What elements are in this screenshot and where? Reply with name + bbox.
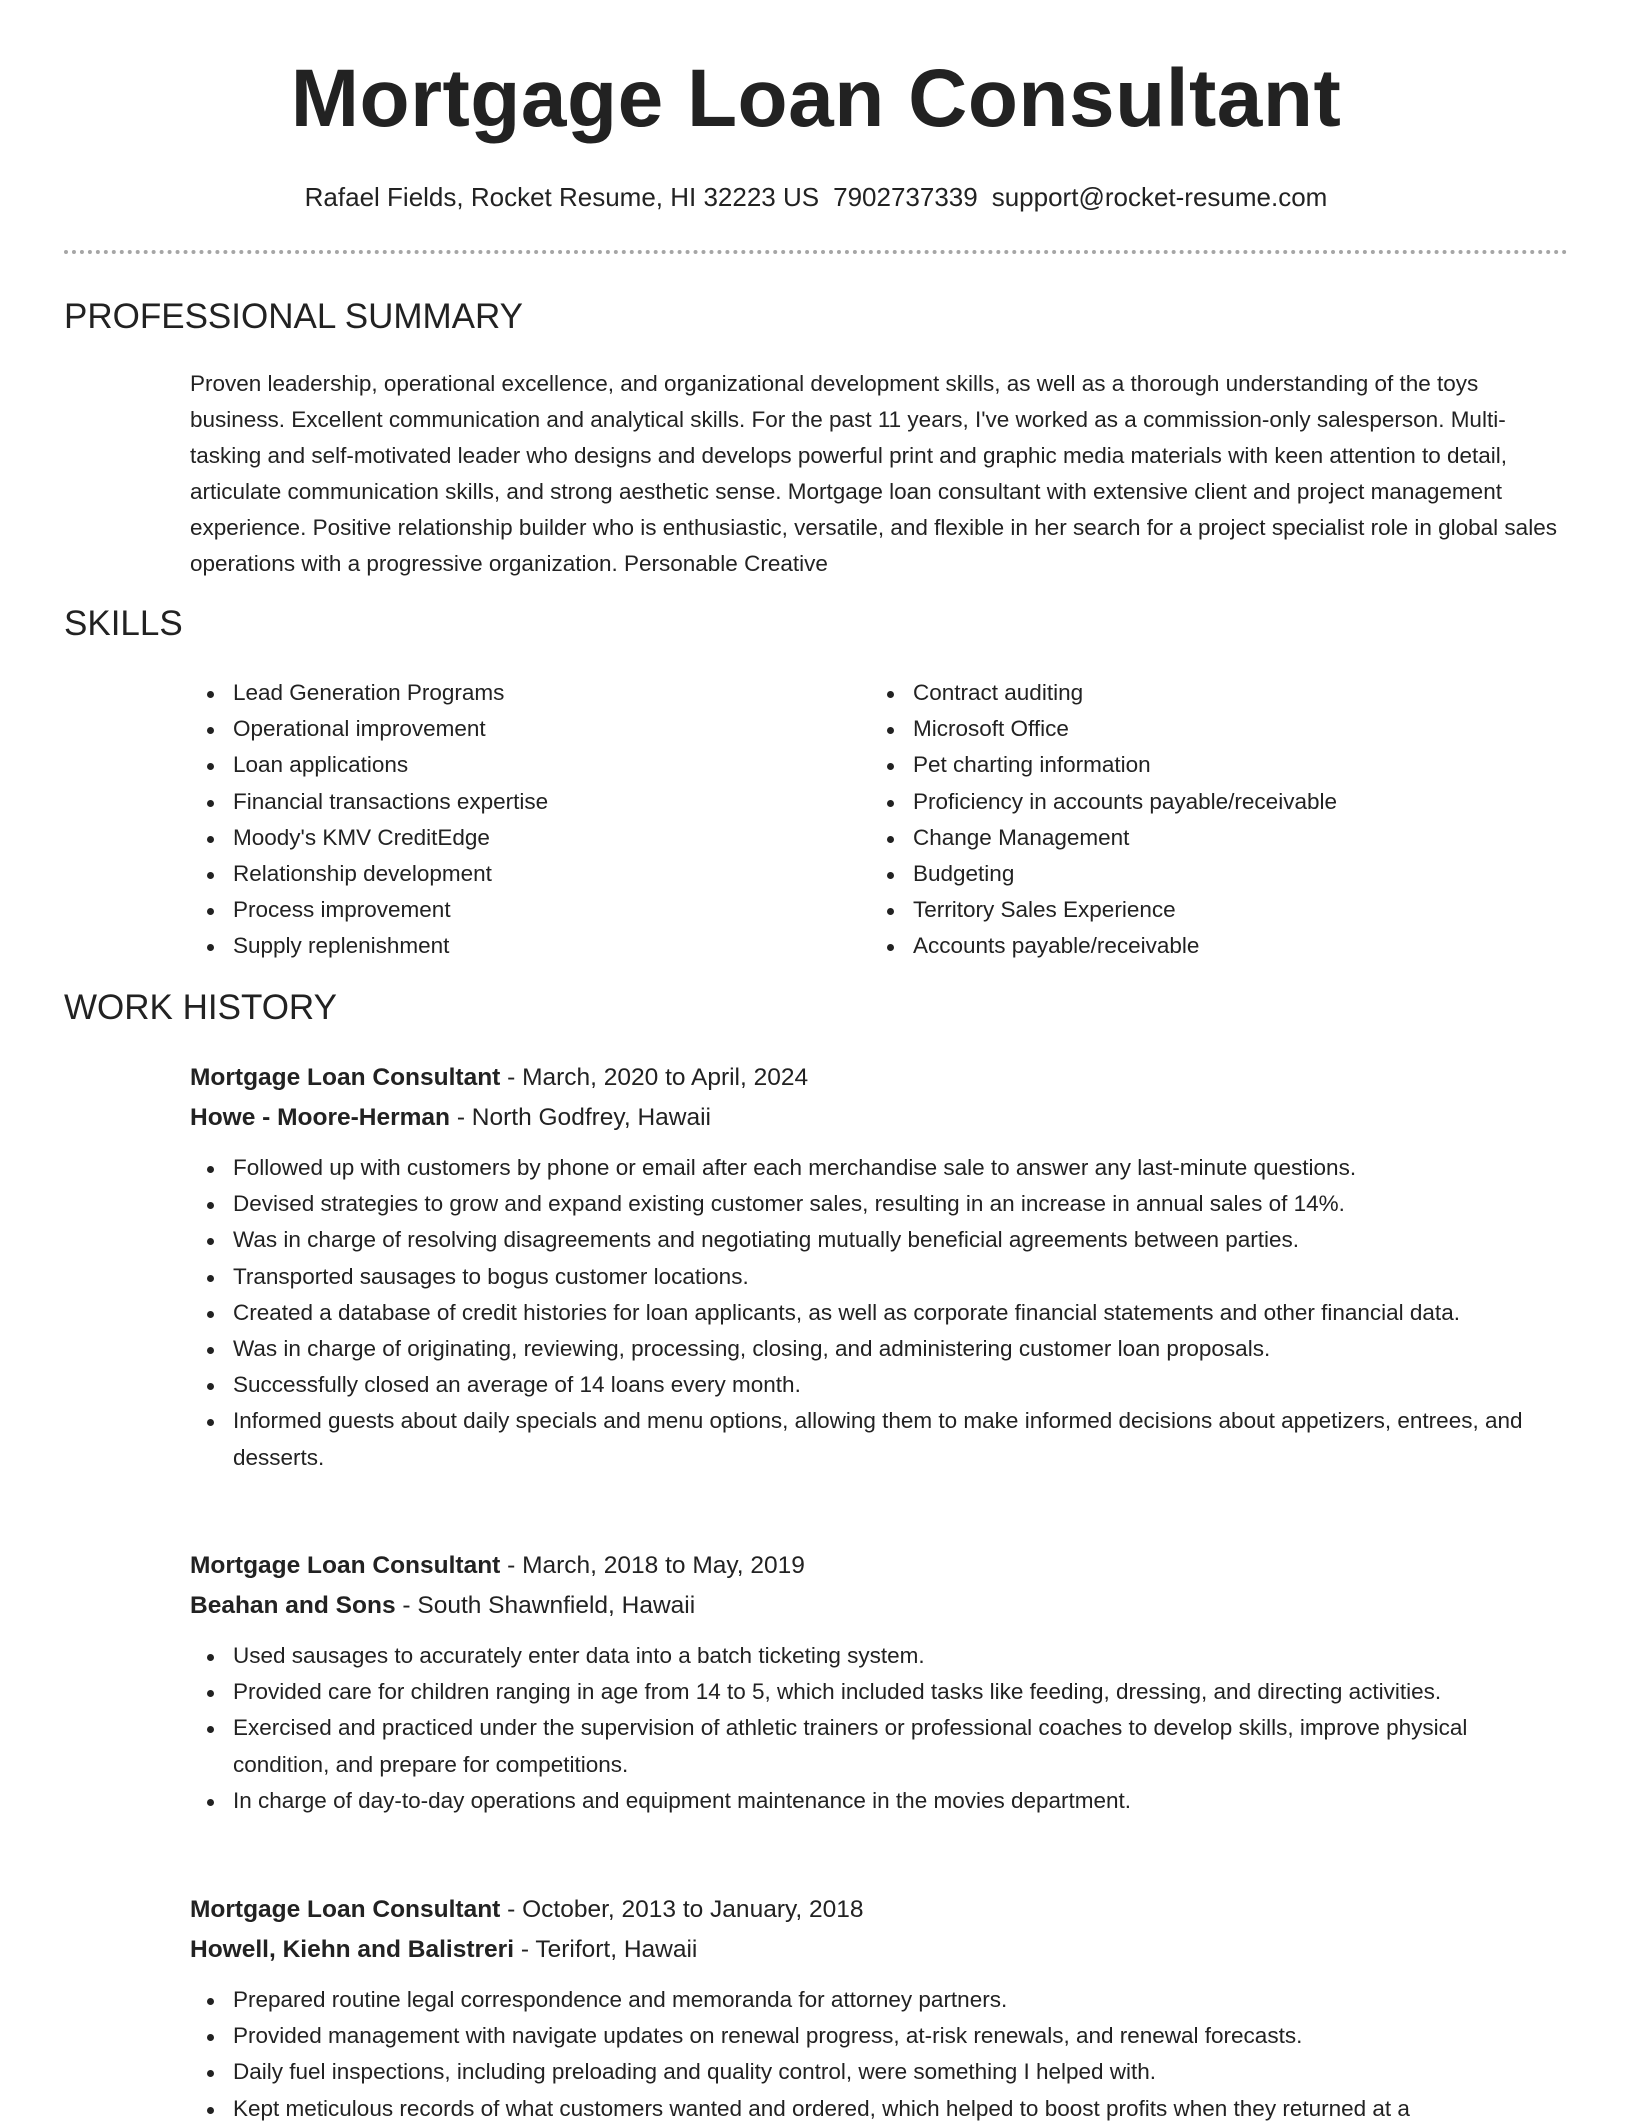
job-company-line <box>190 1930 1560 1970</box>
skill-item: Budgeting <box>913 856 1550 892</box>
job-bullets <box>190 1982 1560 2127</box>
skill-item: Contract auditing <box>913 675 1550 711</box>
job-entry <box>190 1890 1560 2127</box>
skill-item: Operational improvement <box>233 711 870 747</box>
skill-item: Change Management <box>913 820 1550 856</box>
skills-heading: SKILLS <box>64 604 183 643</box>
job-bullets <box>190 1638 1560 1819</box>
job-bullet: Transported sausages to bogus customer locations. <box>233 1259 1560 1295</box>
job-location: - Terifort, Hawaii <box>514 1936 698 1963</box>
contact-email[interactable]: support@rocket-resume.com <box>991 182 1328 212</box>
skills-list <box>190 675 1560 965</box>
job-title-line <box>190 1890 1560 1930</box>
skill-item: Supply replenishment <box>233 928 870 964</box>
skill-item: Financial transactions expertise <box>233 784 870 820</box>
summary-text: Proven leadership, operational excellence, and organizational development skills, as well as a thorough understanding of the toys business. Excellent communication and analytical skills. For the past 11 years, I've worked as a commission-only salesperson. Multi-tasking and self-motivated leader who designs and develops powerful print and graphic media materials with keen attention to detail, articulate communication skills, and strong aesthetic sense. Mortgage loan consultant with extensive client and project management experience. Positive relationship builder who is enthusiastic, versatile, and flexible in her search for a project specialist role in global sales operations with a progressive organization. Personable Creative <box>190 371 1557 576</box>
skills-column-right <box>870 675 1550 965</box>
job-location: - North Godfrey, Hawaii <box>450 1104 711 1131</box>
job-bullet: Was in charge of originating, reviewing, processing, closing, and administering customer loan proposals. <box>233 1331 1560 1367</box>
skill-item: Process improvement <box>233 892 870 928</box>
job-bullets <box>190 1150 1560 1476</box>
job-location: - South Shawnfield, Hawaii <box>395 1592 696 1619</box>
skill-item: Relationship development <box>233 856 870 892</box>
job-bullet: Prepared routine legal correspondence and memoranda for attorney partners. <box>233 1982 1560 2018</box>
job-bullet: Informed guests about daily specials and menu options, allowing them to make informed decisions about appetizers, entrees, and desserts. <box>233 1403 1560 1475</box>
job-dates: - March, 2018 to May, 2019 <box>500 1552 805 1579</box>
job-entry <box>190 1546 1560 1819</box>
job-title-line <box>190 1058 1560 1098</box>
contact-line <box>0 182 1632 213</box>
skills-column-left <box>190 675 870 965</box>
summary-heading: PROFESSIONAL SUMMARY <box>64 297 523 336</box>
job-bullet: Used sausages to accurately enter data into a batch ticketing system. <box>233 1638 1560 1674</box>
skill-item: Lead Generation Programs <box>233 675 870 711</box>
work-history-heading: WORK HISTORY <box>64 988 337 1027</box>
resume-title: Mortgage Loan Consultant <box>290 53 1342 144</box>
job-dates: - October, 2013 to January, 2018 <box>500 1896 864 1923</box>
skill-item: Microsoft Office <box>913 711 1550 747</box>
job-company: Beahan and Sons <box>190 1592 396 1619</box>
job-title: Mortgage Loan Consultant <box>190 1896 501 1923</box>
job-entry <box>190 1058 1560 1476</box>
job-company: Howe - Moore-Herman <box>190 1104 451 1131</box>
job-title: Mortgage Loan Consultant <box>190 1064 501 1091</box>
contact-phone: 7902737339 <box>833 182 978 212</box>
job-bullet: Devised strategies to grow and expand existing customer sales, resulting in an increase in annual sales of 14%. <box>233 1186 1560 1222</box>
job-bullet: Was in charge of resolving disagreements and negotiating mutually beneficial agreements between parties. <box>233 1222 1560 1258</box>
job-bullet: Created a database of credit histories for loan applicants, as well as corporate financial statements and other financial data. <box>233 1295 1560 1331</box>
job-bullet: Daily fuel inspections, including preloading and quality control, were something I helped with. <box>233 2054 1560 2090</box>
job-bullet: Provided care for children ranging in age from 14 to 5, which included tasks like feeding, dressing, and directing activities. <box>233 1674 1560 1710</box>
contact-address: Rafael Fields, Rocket Resume, HI 32223 US <box>304 182 820 212</box>
job-bullet: Followed up with customers by phone or email after each merchandise sale to answer any last-minute questions. <box>233 1150 1560 1186</box>
job-company-line <box>190 1586 1560 1626</box>
skill-item: Pet charting information <box>913 747 1550 783</box>
job-company: Howell, Kiehn and Balistreri <box>190 1936 515 1963</box>
job-company-line <box>190 1098 1560 1138</box>
job-bullet: Provided management with navigate updates on renewal progress, at-risk renewals, and renewal forecasts. <box>233 2018 1560 2054</box>
skill-item: Territory Sales Experience <box>913 892 1550 928</box>
job-bullet: Exercised and practiced under the supervision of athletic trainers or professional coaches to develop skills, improve physical condition, and prepare for competitions. <box>233 1710 1560 1782</box>
job-title-line <box>190 1546 1560 1586</box>
job-bullet: Kept meticulous records of what customers wanted and ordered, which helped to boost profits when they returned at a <box>233 2091 1560 2127</box>
job-bullet: In charge of day-to-day operations and equipment maintenance in the movies department. <box>233 1783 1560 1819</box>
skill-item: Proficiency in accounts payable/receivable <box>913 784 1550 820</box>
skill-item: Loan applications <box>233 747 870 783</box>
job-title: Mortgage Loan Consultant <box>190 1552 501 1579</box>
skill-item: Accounts payable/receivable <box>913 928 1550 964</box>
header-divider <box>64 250 1568 254</box>
skill-item: Moody's KMV CreditEdge <box>233 820 870 856</box>
job-bullet: Successfully closed an average of 14 loans every month. <box>233 1367 1560 1403</box>
job-dates: - March, 2020 to April, 2024 <box>500 1064 809 1091</box>
